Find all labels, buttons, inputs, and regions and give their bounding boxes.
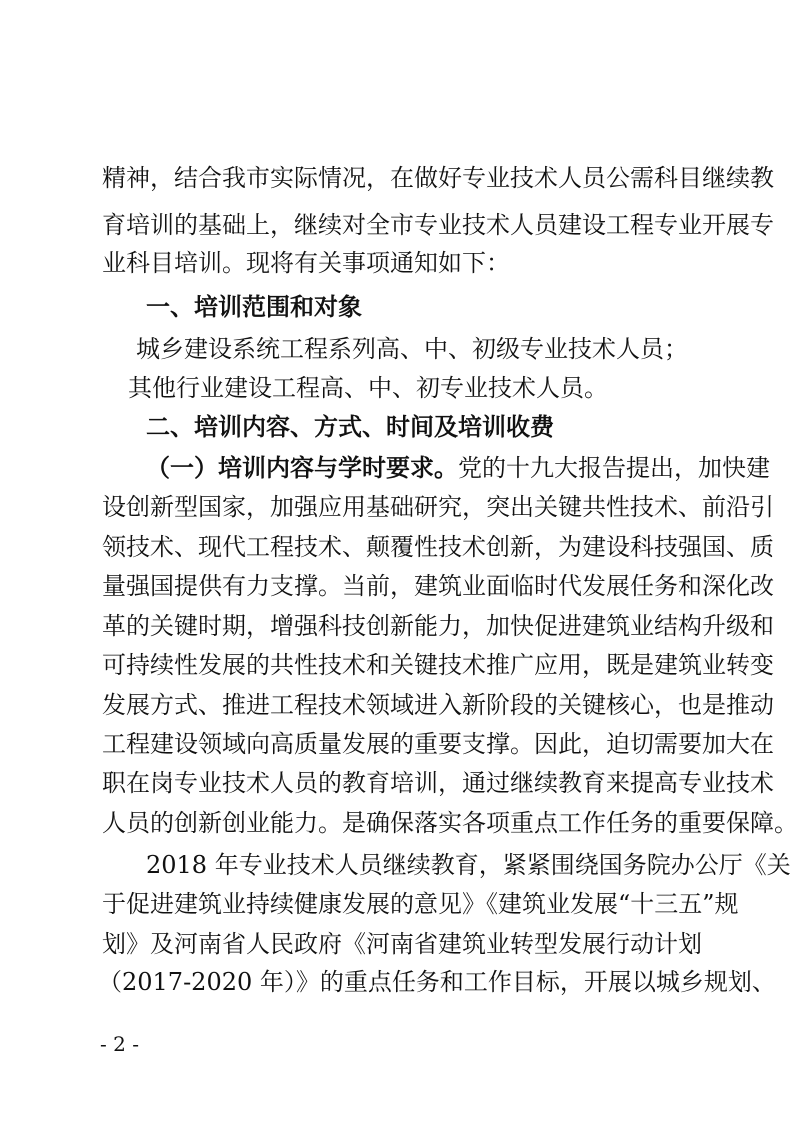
paragraph-line: 于促进建筑业持续健康发展的意见》《建筑业发展“十三五”规	[102, 890, 739, 918]
paragraph-line: 城乡建设系统工程系列高、中、初级专业技术人员；	[136, 335, 688, 363]
section-heading-2: 二、培训内容、方式、时间及培训收费	[146, 413, 554, 441]
paragraph-line: 发展方式、推进工程技术领域进入新阶段的关键核心，也是推动	[102, 691, 774, 719]
paragraph-line: 量强国提供有力支撑。当前，建筑业面临时代发展任务和深化改	[102, 572, 774, 600]
paragraph-line: 划》及河南省人民政府《河南省建筑业转型发展行动计划	[102, 930, 702, 958]
paragraph-line: 领技术、现代工程技术、颠覆性技术创新，为建设科技强国、质	[102, 533, 774, 561]
paragraph-line: 工程建设领域向高质量发展的重要支撑。因此，迫切需要加大在	[102, 730, 774, 758]
paragraph-line: 育培训的基础上，继续对全市专业技术人员建设工程专业开展专	[102, 211, 774, 239]
page-number: - 2 -	[100, 1032, 139, 1056]
paragraph-line: 人员的创新创业能力。是确保落实各项重点工作任务的重要保障。	[102, 809, 798, 837]
paragraph-line: 业科目培训。现将有关事项通知如下：	[102, 249, 510, 277]
paragraph-line: 其他行业建设工程高、中、初专业技术人员。	[128, 374, 608, 402]
subsection-heading: （一）培训内容与学时要求。	[146, 454, 458, 482]
paragraph-line: 精神，结合我市实际情况，在做好专业技术人员公需科目继续教	[102, 164, 774, 192]
paragraph-line: （2017-2020 年）》的重点任务和工作目标，开展以城乡规划、	[98, 968, 776, 996]
paragraph-line: 设创新型国家，加强应用基础研究，突出关键共性技术、前沿引	[102, 493, 774, 521]
paragraph-line: 2018 年专业技术人员继续教育，紧紧围绕国务院办公厅《关	[146, 851, 791, 879]
paragraph-line: 职在岗专业技术人员的教育培训，通过继续教育来提高专业技术	[102, 769, 774, 797]
paragraph-line: 可持续性发展的共性技术和关键技术推广应用，既是建筑业转变	[102, 651, 774, 679]
paragraph-line: 革的关键时期，增强科技创新能力，加快促进建筑业结构升级和	[102, 612, 774, 640]
subsection-text: 党的十九大报告提出，加快建	[458, 454, 770, 482]
subsection-line	[146, 453, 770, 483]
section-heading-1: 一、培训范围和对象	[146, 293, 362, 321]
